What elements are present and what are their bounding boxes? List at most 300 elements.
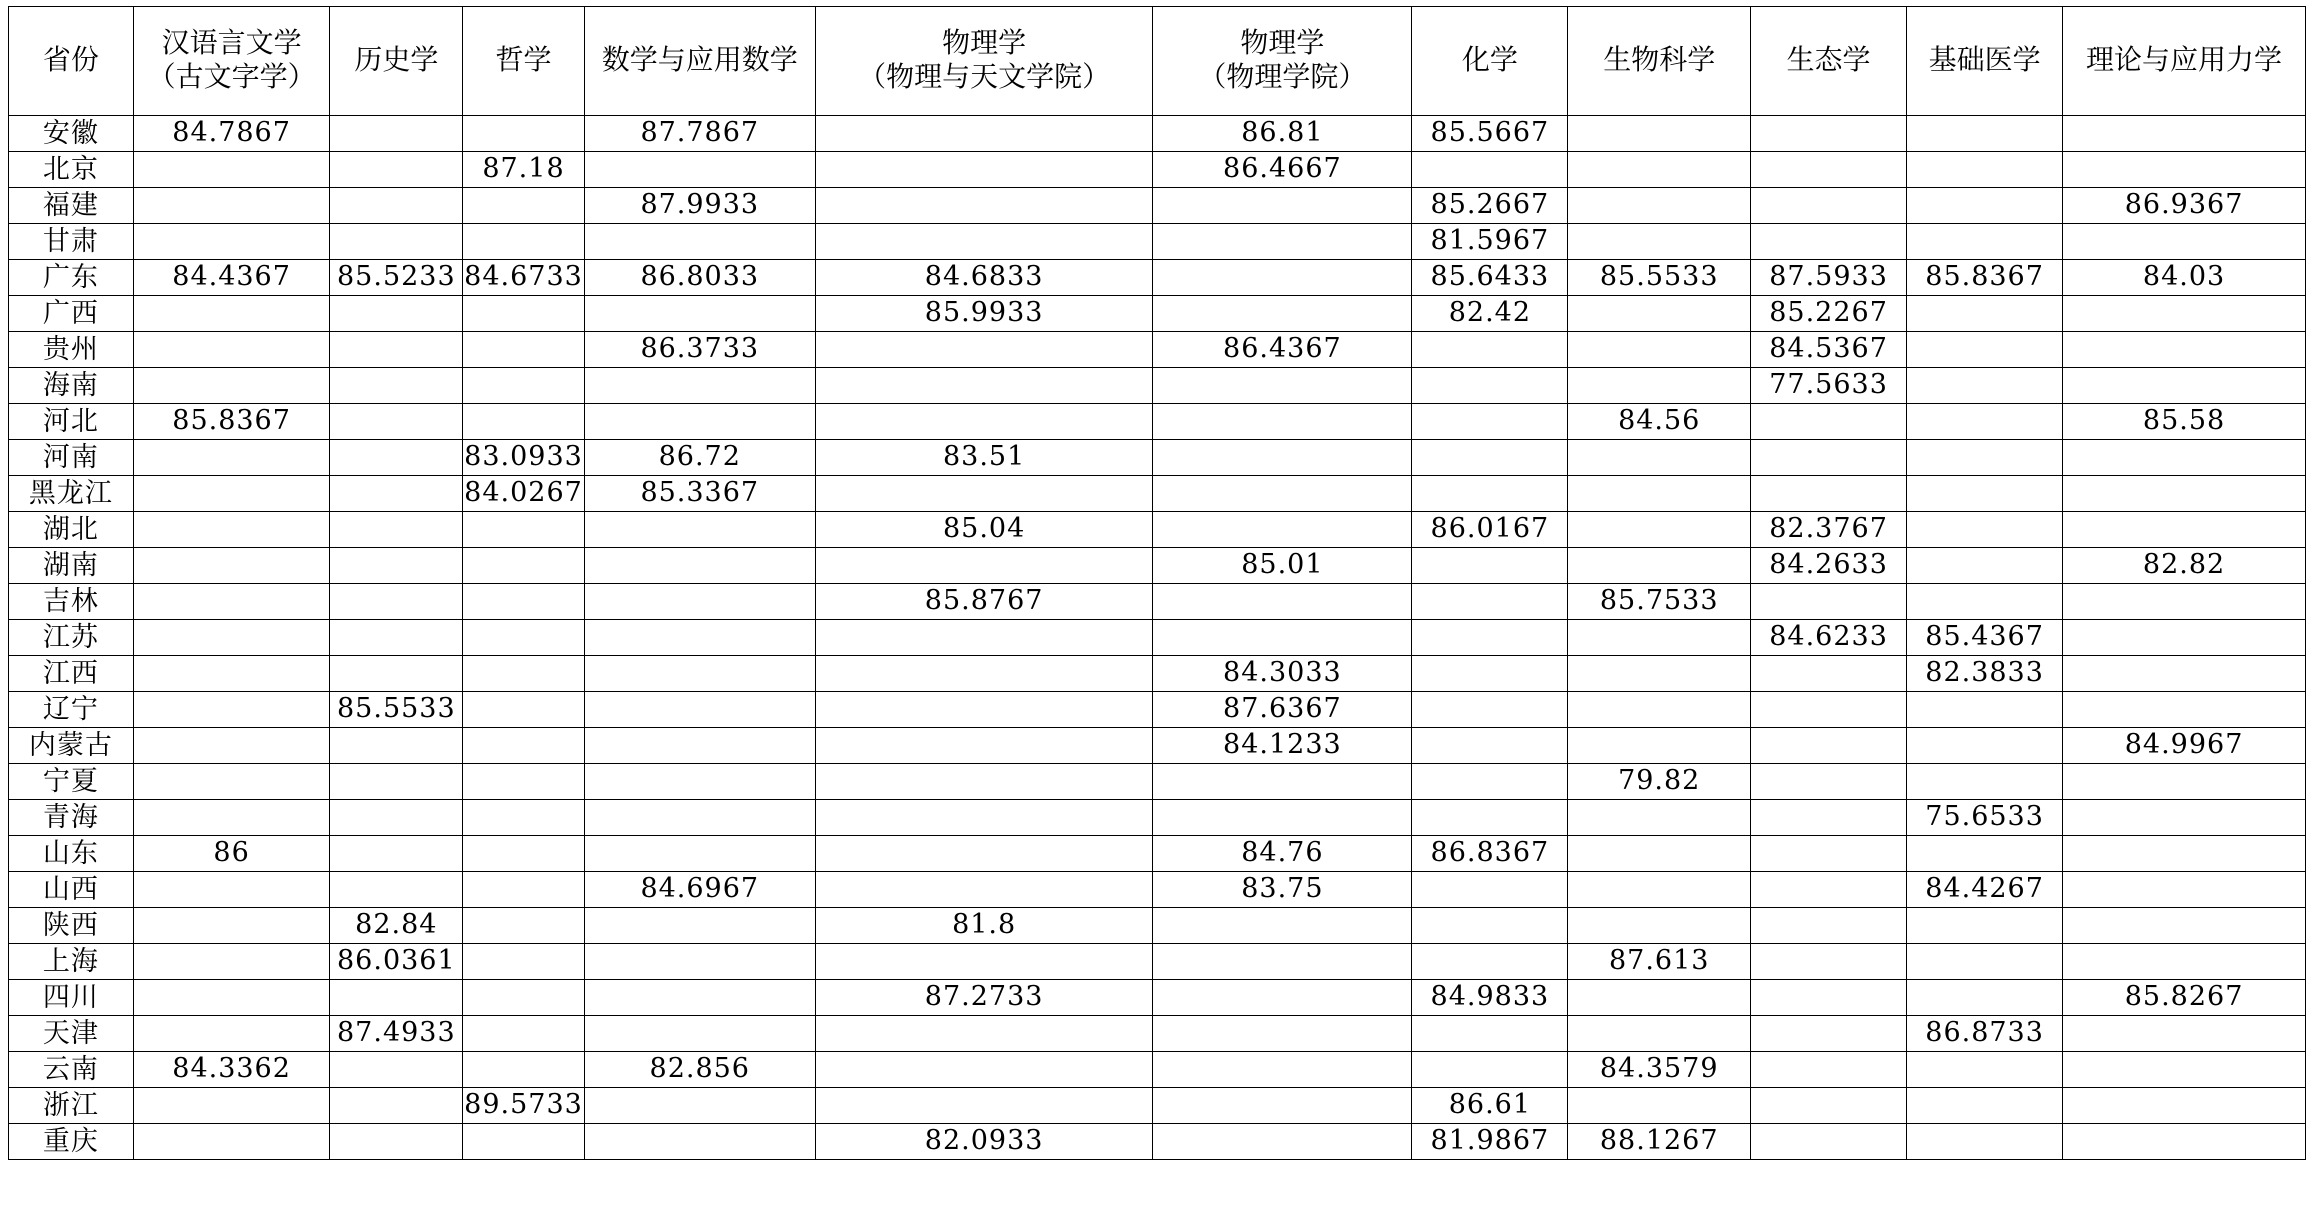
- score-cell: 87.2733: [815, 980, 1153, 1016]
- score-cell: [815, 188, 1153, 224]
- score-cell: [330, 728, 463, 764]
- score-cell: [1568, 728, 1751, 764]
- score-cell: [2063, 152, 2306, 188]
- score-cell: [133, 224, 330, 260]
- score-cell: 85.04: [815, 512, 1153, 548]
- score-cell: 86.8367: [1412, 836, 1568, 872]
- score-cell: 81.5967: [1412, 224, 1568, 260]
- column-header-line-1: 物理学: [1240, 27, 1325, 59]
- score-cell: 84.6967: [584, 872, 815, 908]
- score-cell: [815, 368, 1153, 404]
- score-cell: 87.4933: [330, 1016, 463, 1052]
- score-cell: [584, 764, 815, 800]
- score-cell: [330, 584, 463, 620]
- score-cell: [463, 656, 584, 692]
- score-cell: [463, 944, 584, 980]
- column-header-philosophy: [463, 7, 584, 116]
- column-header-line-1: 生态学: [1786, 44, 1871, 76]
- score-cell: [1153, 1052, 1412, 1088]
- score-cell: 85.3367: [584, 476, 815, 512]
- score-cell: [463, 800, 584, 836]
- score-cell: [1907, 548, 2063, 584]
- score-cell: [1907, 296, 2063, 332]
- score-cell: 82.856: [584, 1052, 815, 1088]
- score-cell: [1153, 908, 1412, 944]
- score-cell: [1412, 1052, 1568, 1088]
- score-cell: [2063, 440, 2306, 476]
- score-cell: 88.1267: [1568, 1124, 1751, 1160]
- score-cell: [133, 980, 330, 1016]
- score-cell: 86.4367: [1153, 332, 1412, 368]
- score-cell: [1751, 944, 1907, 980]
- score-cell: [1907, 116, 2063, 152]
- table-row: [9, 332, 2306, 368]
- score-cell: [1907, 476, 2063, 512]
- table-row: [9, 1016, 2306, 1052]
- score-cell: [463, 1016, 584, 1052]
- table-row: [9, 404, 2306, 440]
- score-cell: [133, 692, 330, 728]
- score-cell: [815, 764, 1153, 800]
- province-cell: 黑龙江: [9, 476, 134, 512]
- score-cell: 83.75: [1153, 872, 1412, 908]
- score-cell: [330, 404, 463, 440]
- score-cell: [1568, 872, 1751, 908]
- score-cell: [2063, 512, 2306, 548]
- score-cell: [1568, 368, 1751, 404]
- score-cell: 81.9867: [1412, 1124, 1568, 1160]
- score-cell: [1751, 728, 1907, 764]
- province-cell: 河南: [9, 440, 134, 476]
- score-cell: [1907, 1052, 2063, 1088]
- score-cell: 84.4267: [1907, 872, 2063, 908]
- score-cell: [1412, 404, 1568, 440]
- score-cell: [584, 728, 815, 764]
- score-cell: [1751, 224, 1907, 260]
- score-cell: [1153, 512, 1412, 548]
- score-cell: [1907, 332, 2063, 368]
- score-cell: 87.7867: [584, 116, 815, 152]
- table-row: [9, 296, 2306, 332]
- score-cell: [815, 944, 1153, 980]
- score-cell: 86.72: [584, 440, 815, 476]
- score-cell: [330, 116, 463, 152]
- score-cell: 84.9967: [2063, 728, 2306, 764]
- score-cell: 81.8: [815, 908, 1153, 944]
- table-row: [9, 476, 2306, 512]
- score-cell: [584, 836, 815, 872]
- table-row: [9, 512, 2306, 548]
- score-cell: 85.01: [1153, 548, 1412, 584]
- score-cell: [330, 980, 463, 1016]
- table-row: [9, 764, 2306, 800]
- score-cell: 77.5633: [1751, 368, 1907, 404]
- score-cell: [1153, 620, 1412, 656]
- score-cell: 84.76: [1153, 836, 1412, 872]
- score-cell: [584, 1016, 815, 1052]
- score-cell: [330, 1124, 463, 1160]
- column-header-mechanics: [2063, 7, 2306, 116]
- score-cell: [1907, 368, 2063, 404]
- score-cell: [1568, 836, 1751, 872]
- score-cell: [2063, 692, 2306, 728]
- score-cell: [1751, 908, 1907, 944]
- column-header-chinese-literature: [133, 7, 330, 116]
- score-cell: [133, 152, 330, 188]
- score-cell: [1153, 1088, 1412, 1124]
- province-cell: 安徽: [9, 116, 134, 152]
- score-cell: [1751, 656, 1907, 692]
- score-cell: [1751, 800, 1907, 836]
- score-cell: [1907, 980, 2063, 1016]
- score-cell: [815, 836, 1153, 872]
- score-cell: [1412, 584, 1568, 620]
- score-cell: 84.56: [1568, 404, 1751, 440]
- score-cell: [330, 188, 463, 224]
- score-cell: [330, 296, 463, 332]
- score-cell: [815, 152, 1153, 188]
- province-cell: 山东: [9, 836, 134, 872]
- score-cell: [1751, 872, 1907, 908]
- score-cell: [330, 476, 463, 512]
- column-header-line-2: （物理学院）: [1198, 62, 1367, 93]
- province-cell: 湖南: [9, 548, 134, 584]
- score-cell: [133, 620, 330, 656]
- score-cell: [1412, 728, 1568, 764]
- score-cell: [463, 1124, 584, 1160]
- table-row: [9, 728, 2306, 764]
- score-cell: 86.4667: [1153, 152, 1412, 188]
- score-cell: [1412, 620, 1568, 656]
- score-cell: [1412, 656, 1568, 692]
- score-cell: [1153, 944, 1412, 980]
- score-cell: [1153, 584, 1412, 620]
- score-cell: [1568, 116, 1751, 152]
- province-cell: 重庆: [9, 1124, 134, 1160]
- score-cell: [2063, 476, 2306, 512]
- score-cell: [133, 728, 330, 764]
- score-cell: 85.7533: [1568, 584, 1751, 620]
- score-cell: [1412, 872, 1568, 908]
- score-cell: [330, 656, 463, 692]
- province-cell: 辽宁: [9, 692, 134, 728]
- province-cell: 青海: [9, 800, 134, 836]
- score-cell: 79.82: [1568, 764, 1751, 800]
- column-header-province-label: 省份: [42, 44, 99, 76]
- score-cell: [815, 476, 1153, 512]
- score-cell: 86.3733: [584, 332, 815, 368]
- score-cell: [1751, 1016, 1907, 1052]
- score-cell: [463, 764, 584, 800]
- score-cell: [1153, 800, 1412, 836]
- score-cell: [1907, 404, 2063, 440]
- score-cell: [2063, 1016, 2306, 1052]
- table-row: [9, 368, 2306, 404]
- score-cell: 85.2667: [1412, 188, 1568, 224]
- score-cell: [1412, 152, 1568, 188]
- score-cell: 84.0267: [463, 476, 584, 512]
- score-cell: [815, 404, 1153, 440]
- score-cell: [1568, 548, 1751, 584]
- province-cell: 宁夏: [9, 764, 134, 800]
- score-cell: [1412, 440, 1568, 476]
- score-cell: [1568, 908, 1751, 944]
- score-cell: [1412, 944, 1568, 980]
- score-cell: [1568, 800, 1751, 836]
- score-cell: [463, 980, 584, 1016]
- score-cell: [1907, 440, 2063, 476]
- score-cell: 85.8767: [815, 584, 1153, 620]
- score-cell: [1153, 980, 1412, 1016]
- score-cell: [330, 836, 463, 872]
- score-cell: [463, 368, 584, 404]
- score-cell: 84.7867: [133, 116, 330, 152]
- score-cell: [2063, 296, 2306, 332]
- score-cell: [463, 872, 584, 908]
- score-cell: [133, 1016, 330, 1052]
- score-cell: 85.5533: [1568, 260, 1751, 296]
- score-cell: [1751, 980, 1907, 1016]
- score-cell: 85.58: [2063, 404, 2306, 440]
- score-cell: 87.9933: [584, 188, 815, 224]
- score-cell: [584, 1088, 815, 1124]
- column-header-line-1: 数学与应用数学: [601, 44, 798, 76]
- score-cell: [2063, 872, 2306, 908]
- column-header-line-1: 汉语言文学: [161, 27, 302, 59]
- table-row: [9, 260, 2306, 296]
- score-cell: [1751, 764, 1907, 800]
- score-cell: [2063, 908, 2306, 944]
- score-cell: [133, 476, 330, 512]
- score-cell: [1907, 1124, 2063, 1160]
- score-cell: [1153, 296, 1412, 332]
- score-cell: 75.6533: [1907, 800, 2063, 836]
- score-cell: [1153, 368, 1412, 404]
- table-row: [9, 1088, 2306, 1124]
- score-cell: [815, 620, 1153, 656]
- score-cell: [330, 764, 463, 800]
- score-cell: 84.6233: [1751, 620, 1907, 656]
- table-header: [9, 7, 2306, 116]
- province-cell: 广东: [9, 260, 134, 296]
- score-cell: [1153, 224, 1412, 260]
- table-row: [9, 548, 2306, 584]
- score-cell: [2063, 944, 2306, 980]
- score-cell: 85.8267: [2063, 980, 2306, 1016]
- score-cell: [2063, 1052, 2306, 1088]
- table-row: [9, 152, 2306, 188]
- score-cell: 85.5233: [330, 260, 463, 296]
- score-cell: [1751, 1088, 1907, 1124]
- score-cell: [330, 440, 463, 476]
- score-cell: [815, 656, 1153, 692]
- score-cell: [463, 188, 584, 224]
- column-header-line-1: 哲学: [495, 44, 552, 76]
- score-cell: [1412, 908, 1568, 944]
- column-header-chemistry: [1412, 7, 1568, 116]
- province-cell: 内蒙古: [9, 728, 134, 764]
- score-cell: [1153, 476, 1412, 512]
- score-cell: [330, 872, 463, 908]
- column-header-basic-medicine: [1907, 7, 2063, 116]
- column-header-line-1: 化学: [1461, 44, 1518, 76]
- score-cell: [584, 656, 815, 692]
- table-row: [9, 116, 2306, 152]
- score-cell: [584, 692, 815, 728]
- score-cell: 83.0933: [463, 440, 584, 476]
- score-cell: [1568, 224, 1751, 260]
- score-cell: [1751, 188, 1907, 224]
- province-cell: 云南: [9, 1052, 134, 1088]
- score-cell: [1153, 404, 1412, 440]
- score-cell: [1412, 548, 1568, 584]
- score-cell: 82.3833: [1907, 656, 2063, 692]
- score-cell: [1907, 836, 2063, 872]
- score-cell: [1568, 476, 1751, 512]
- table-row: [9, 800, 2306, 836]
- province-cell: 吉林: [9, 584, 134, 620]
- score-cell: [1412, 332, 1568, 368]
- table-row: [9, 1052, 2306, 1088]
- score-cell: 84.5367: [1751, 332, 1907, 368]
- score-cell: 85.5667: [1412, 116, 1568, 152]
- score-cell: [463, 584, 584, 620]
- score-cell: 87.6367: [1153, 692, 1412, 728]
- score-cell: [463, 548, 584, 584]
- score-cell: [133, 944, 330, 980]
- score-cell: [1568, 980, 1751, 1016]
- score-cell: [1907, 188, 2063, 224]
- score-cell: [815, 224, 1153, 260]
- column-header-physics-astronomy: [815, 7, 1153, 116]
- score-cell: [330, 512, 463, 548]
- score-cell: [1153, 260, 1412, 296]
- score-cell: 85.6433: [1412, 260, 1568, 296]
- score-cell: [815, 728, 1153, 764]
- table-row: [9, 872, 2306, 908]
- score-cell: [584, 152, 815, 188]
- score-cell: 83.51: [815, 440, 1153, 476]
- score-cell: [1153, 764, 1412, 800]
- score-cell: [330, 332, 463, 368]
- score-cell: [584, 548, 815, 584]
- province-cell: 海南: [9, 368, 134, 404]
- score-cell: [1412, 476, 1568, 512]
- score-cell: [1412, 764, 1568, 800]
- score-cell: [330, 224, 463, 260]
- score-cell: [133, 368, 330, 404]
- score-cell: [584, 980, 815, 1016]
- province-cell: 江西: [9, 656, 134, 692]
- score-cell: 82.82: [2063, 548, 2306, 584]
- score-cell: 85.9933: [815, 296, 1153, 332]
- score-cell: [463, 224, 584, 260]
- score-cell: [133, 656, 330, 692]
- score-cell: [1568, 620, 1751, 656]
- score-cell: [815, 1052, 1153, 1088]
- score-cell: [584, 512, 815, 548]
- table-row: [9, 944, 2306, 980]
- score-cell: [1751, 404, 1907, 440]
- score-cell: [463, 404, 584, 440]
- score-cell: 85.4367: [1907, 620, 2063, 656]
- province-cell: 陕西: [9, 908, 134, 944]
- score-cell: [133, 1088, 330, 1124]
- score-cell: [463, 296, 584, 332]
- table-row: [9, 656, 2306, 692]
- score-cell: [1153, 1016, 1412, 1052]
- score-cell: [463, 512, 584, 548]
- score-cell: 82.84: [330, 908, 463, 944]
- column-header-line-2: （古文字学）: [147, 62, 316, 93]
- score-cell: [2063, 116, 2306, 152]
- score-cell: 89.5733: [463, 1088, 584, 1124]
- score-cell: [133, 548, 330, 584]
- score-cell: [2063, 224, 2306, 260]
- score-cell: [815, 1016, 1153, 1052]
- score-cell: [2063, 332, 2306, 368]
- score-cell: [133, 872, 330, 908]
- score-cell: 82.0933: [815, 1124, 1153, 1160]
- score-cell: [1412, 800, 1568, 836]
- score-cell: 86.8733: [1907, 1016, 2063, 1052]
- score-cell: [2063, 656, 2306, 692]
- score-cell: [330, 1052, 463, 1088]
- score-cell: [2063, 1124, 2306, 1160]
- score-cell: [1907, 908, 2063, 944]
- score-cell: 86.0361: [330, 944, 463, 980]
- province-cell: 四川: [9, 980, 134, 1016]
- province-cell: 广西: [9, 296, 134, 332]
- table-row: [9, 980, 2306, 1016]
- column-header-mathematics: [584, 7, 815, 116]
- score-cell: [1907, 692, 2063, 728]
- score-cell: 84.4367: [133, 260, 330, 296]
- score-cell: 84.6833: [815, 260, 1153, 296]
- score-cell: [1751, 584, 1907, 620]
- score-cell: [815, 548, 1153, 584]
- score-cell: [1751, 836, 1907, 872]
- score-cell: [2063, 836, 2306, 872]
- score-cell: 84.03: [2063, 260, 2306, 296]
- score-cell: [133, 332, 330, 368]
- score-cell: [1568, 656, 1751, 692]
- score-cell: [463, 692, 584, 728]
- column-header-history: [330, 7, 463, 116]
- score-cell: [463, 116, 584, 152]
- score-cell: 86: [133, 836, 330, 872]
- score-cell: [1907, 1088, 2063, 1124]
- score-cell: [1751, 476, 1907, 512]
- table-row: [9, 188, 2306, 224]
- score-cell: 86.9367: [2063, 188, 2306, 224]
- score-cell: [1153, 1124, 1412, 1160]
- score-cell: [584, 368, 815, 404]
- score-cell: [133, 188, 330, 224]
- province-cell: 山西: [9, 872, 134, 908]
- score-cell: 87.5933: [1751, 260, 1907, 296]
- score-cell: [1412, 1016, 1568, 1052]
- score-cell: [133, 908, 330, 944]
- column-header-ecology: [1751, 7, 1907, 116]
- score-cell: 86.61: [1412, 1088, 1568, 1124]
- score-cell: [2063, 800, 2306, 836]
- score-cell: [1568, 188, 1751, 224]
- score-cell: [1751, 440, 1907, 476]
- province-cell: 贵州: [9, 332, 134, 368]
- score-cell: 87.613: [1568, 944, 1751, 980]
- province-cell: 浙江: [9, 1088, 134, 1124]
